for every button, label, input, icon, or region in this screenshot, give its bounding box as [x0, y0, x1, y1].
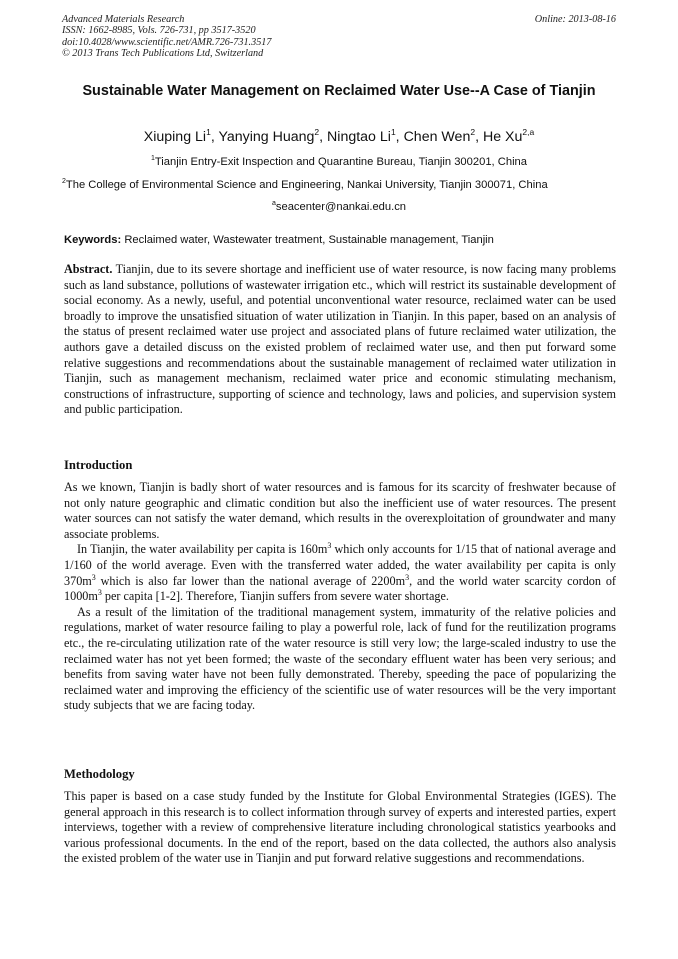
author-affil-mark: 2 — [314, 127, 320, 137]
author-name: Ningtao Li — [327, 129, 391, 145]
intro-p2-part: which is also far lower than the national average of 2200m — [95, 573, 406, 588]
intro-paragraph-2 — [64, 542, 616, 604]
intro-paragraph-1: As we known, Tianjin is badly short of water resources and is famous for its scarcity of freshwater because of not only nature geographic and climatic condition but also the inefficient use of water resources. The present water sources can not satisfy the water demand, which results in the overexploitation of groundwater and many associate problems. — [64, 480, 616, 541]
author-name: Xiuping Li — [143, 129, 207, 145]
methodology-heading: Methodology — [64, 767, 135, 781]
email-mark: a — [271, 200, 276, 207]
author-affil-mark: 1 — [390, 127, 396, 137]
superscript-3: 3 — [97, 588, 102, 598]
affiliation-text: Tianjin Entry-Exit Inspection and Quarantine Bureau, Tianjin 300201, China — [154, 156, 527, 168]
author-affil-mark: 2,a — [522, 127, 535, 137]
journal-name: Advanced Materials Research — [62, 14, 185, 25]
affiliation-1 — [40, 155, 638, 169]
author-name: Yanying Huang — [218, 129, 315, 145]
author-name: He Xu — [482, 129, 523, 145]
paper-title: Sustainable Water Management on Reclaimed Water Use--A Case of Tianjin — [82, 83, 596, 99]
introduction-heading: Introduction — [64, 458, 133, 472]
superscript-3: 3 — [91, 572, 96, 582]
intro-p2-part: In Tianjin, the water availability per capita is 160m — [77, 542, 328, 557]
intro-p2-part: which only accounts for 1/15 that of national average and 1/160 of the world average. Even with the transferred water added, the water availability per capita is only 370m — [64, 542, 616, 588]
keywords-text: Reclaimed water, Wastewater treatment, Sustainable management, Tianjin — [124, 234, 494, 246]
online-date: Online: 2013-08-16 — [534, 14, 616, 25]
author-list: Xiuping Li$^1$, Yanying Huang$^2$, Ningtao Li$^1$, Chen Wen$^2$, He Xu$^{2,a}$ — [143, 127, 535, 145]
affiliation-2 — [62, 178, 622, 192]
abstract-label: Abstract. — [64, 262, 113, 276]
intro-p2-part: , and the world water scarcity cordon of 1000m — [64, 573, 616, 604]
keywords-label: Keywords: — [64, 234, 122, 246]
journal-header — [62, 14, 616, 60]
author-affil-mark: 2 — [470, 127, 476, 137]
affiliation-text: The College of Environmental Science and Engineering, Nankai University, Tianjin 300071, China — [65, 179, 548, 191]
superscript-3: 3 — [327, 541, 332, 551]
intro-paragraph-3: As a result of the limitation of the traditional management system, immaturity of the relative policies and regulations, market of water resource failing to play a powerful role, lack of fund for the reutilization programs etc., the re-circulating utilization rate of the water resource is still very low; the large-scaled industry to use the reclaimed water has not yet been formed; the waste of the secondary effluent water has been very serious; and benefits from saving water have not been fully demonstrated. Thereby, speeding the pace of popularizing the reclaimed water and improving the efficiency of the scientific use of water resources will be the very important study subjects that we are facing today. — [64, 604, 616, 713]
keywords-line — [64, 233, 616, 247]
author-name: Chen Wen — [403, 129, 471, 145]
abstract — [64, 262, 616, 418]
affiliation-mark: 2 — [62, 178, 66, 185]
superscript-3: 3 — [405, 572, 410, 582]
issn-line: ISSN: 1662-8985, Vols. 726-731, pp 3517-3520 — [62, 25, 256, 37]
copyright-line: © 2013 Trans Tech Publications Ltd, Switzerland — [62, 48, 264, 60]
intro-p2-part: per capita [1-2]. Therefore, Tianjin suffers from severe water shortage. — [101, 589, 449, 604]
email-text: seacenter@nankai.edu.cn — [275, 201, 407, 213]
affiliation-mark: 1 — [150, 155, 155, 162]
introduction-body — [64, 480, 616, 714]
author-affil-mark: 1 — [206, 127, 211, 137]
methodology-body: This paper is based on a case study funded by the Institute for Global Environmental Strategies (IGES). The general approach in this research is to collect information through survey of experts and interested parties, expert interviews, together with a review of comprehensive literature including chronological statistics yearbooks and various professional documents. In the end of the report, based on the data collected, the authors also analysis the existed problem of the water use in Tianjin and put forward relative suggestions and recommendations. — [64, 789, 616, 866]
doi-line: doi:10.4028/www.scientific.net/AMR.726-731.3517 — [62, 36, 272, 48]
author-email — [40, 200, 638, 214]
abstract-text: Tianjin, due to its severe shortage and inefficient use of water resource, is now facing many problems such as land substance, pollutions of wastewater irrigation etc., which will restrict its sustainable development of social economy. As a newly, useful, and potential unconventional water resource, reclaimed water can be used broadly to improve the unsatisfied situation of water utilization in Tianjin. In this paper, based on an analysis of the status of present reclaimed water use project and associated plans of future reclaimed water utilization, the authors gave a detailed discuss on the existed problem of reclaimed water use, and then put forward some relative suggestions and recommendations about the sustainable management of reclaimed water utilization in Tianjin, such as management mechanism, reclaimed water price and economic stimulating mechanism, constructions of infrastructure, supporting of science and technology, laws and policies, and supervision system and public participation. — [64, 262, 616, 417]
